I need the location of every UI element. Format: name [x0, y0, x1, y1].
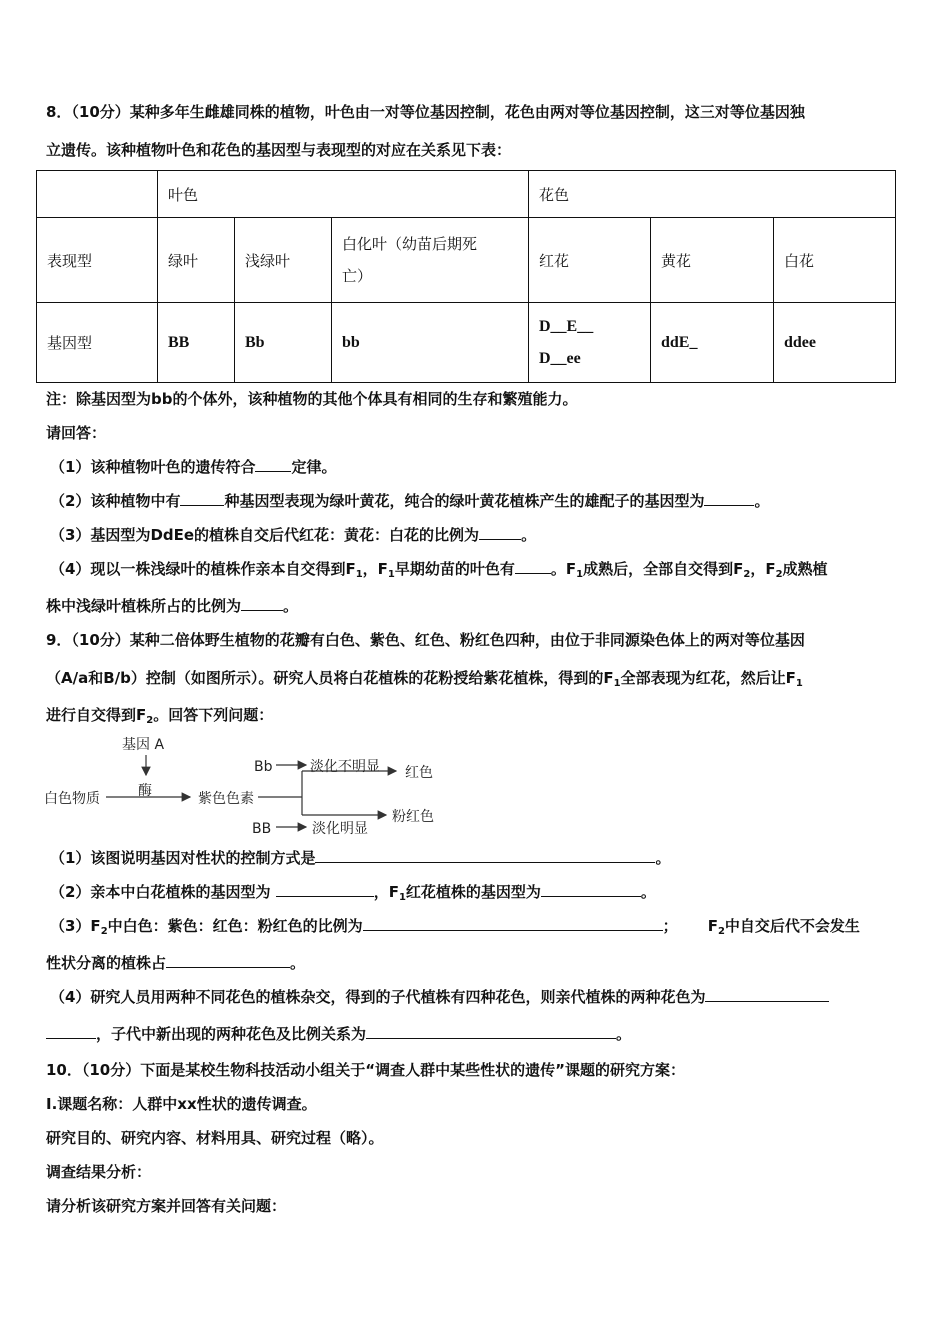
q10-title: I.课题名称：人群中xx性状的遗传调查。: [46, 1095, 317, 1113]
label-enzyme: 酶: [138, 783, 152, 799]
q9-sub4-line2: ，子代中新出现的两种花色及比例关系为 。: [46, 1024, 631, 1044]
q10-stem: 10．（10分）下面是某校生物科技活动小组关于“调查人群中某些性状的遗传”课题的研究方案：: [46, 1061, 685, 1079]
table-corner-cell: [37, 171, 158, 218]
q8-note: 注：除基因型为bb的个体外，该种植物的其他个体具有相同的生存和繁殖能力。: [46, 390, 578, 408]
geno-red: D__E__ D__ee: [529, 303, 651, 383]
pheno-green: 绿叶: [158, 218, 235, 303]
pigment-pathway-diagram: [40, 733, 460, 841]
geno-yellow: ddE_: [651, 303, 774, 383]
geno-bb: bb: [332, 303, 529, 383]
geno-BB: BB: [158, 303, 235, 383]
label-red: 红色: [405, 765, 433, 781]
q8-ask: 请回答：: [46, 424, 107, 442]
label-gene-a: 基因 A: [122, 737, 165, 753]
table-head-leaf: 叶色: [158, 171, 529, 218]
q8-sub4-line1: （4）现以一株浅绿叶的植株作亲本自交得到$F_1$，$F_1$早期幼苗的叶色有 。$F_1$成熟后，全部自交得到$F_2$，$F_2$成熟植: [50, 560, 828, 580]
pheno-light-green: 浅绿叶: [235, 218, 332, 303]
geno-Bb: Bb: [235, 303, 332, 383]
q9-stem-line1: 9．（10分）某种二倍体野生植物的花瓣有白色、紫色、红色、粉红色四种，由位于非同源染色体上的两对等位基因: [46, 631, 805, 649]
q8-sub3: （3）基因型为DdEe的植株自交后代红花：黄花：白花的比例为 。: [50, 526, 537, 544]
pheno-red: 红花: [529, 218, 651, 303]
geno-white: ddee: [774, 303, 896, 383]
q9-sub1: （1）该图说明基因对性状的控制方式是 。: [50, 849, 671, 867]
q9-stem-line3: 进行自交得到$F_2$。回答下列问题：: [46, 706, 274, 726]
q9-sub3-line1: $(3)F_2$中白色：紫色：红色：粉红色的比例为 ； $F_2$中自交后代不会发生: [50, 917, 860, 937]
genotype-phenotype-table: [36, 170, 896, 383]
q8-sub4-line2: 株中浅绿叶植株所占的比例为 。: [46, 597, 299, 615]
q9-sub3-line2: 性状分离的植株占 。: [46, 954, 306, 972]
label-white-substance: 白色物质: [44, 791, 100, 807]
row-label-genotype: 基因型: [37, 303, 158, 383]
row-label-phenotype: 表现型: [37, 218, 158, 303]
q8-sub1: （1）该种植物叶色的遗传符合 定律。: [50, 458, 337, 476]
q10-analysis: 调查结果分析：: [46, 1163, 152, 1181]
pheno-yellow: 黄花: [651, 218, 774, 303]
q8-sub2: （2）该种植物中有 种基因型表现为绿叶黄花，纯合的绿叶黄花植株产生的雄配子的基因型为 。: [50, 492, 770, 510]
label-weak-fade: 淡化不明显: [310, 759, 380, 775]
label-BB: BB: [252, 821, 272, 837]
pheno-albino: 白化叶（幼苗后期死 亡）: [332, 218, 529, 303]
q9-stem-line2: （A/a和B/b）控制（如图所示）。研究人员将白花植株的花粉授给紫花植株，得到的$F_1$全部表现为红花，然后让$F_1$: [46, 669, 803, 689]
table-head-flower: 花色: [529, 171, 896, 218]
label-strong-fade: 淡化明显: [312, 821, 368, 837]
q8-stem-line2: 立遗传。该种植物叶色和花色的基因型与表现型的对应在关系见下表：: [46, 141, 512, 159]
label-Bb: Bb: [254, 759, 273, 775]
pheno-white: 白花: [774, 218, 896, 303]
label-purple-pigment: 紫色色素: [198, 791, 254, 807]
q10-prompt: 请分析该研究方案并回答有关问题：: [46, 1197, 287, 1215]
q9-sub4-line1: （4）研究人员用两种不同花色的植株杂交，得到的子代植株有四种花色，则亲代植株的两种花色为: [50, 987, 829, 1007]
q9-sub2: （2）亲本中白花植株的基因型为 ，$F_1$红花植株的基因型为 。: [50, 883, 656, 903]
q8-stem-line1: 8．（10分）某种多年生雌雄同株的植物，叶色由一对等位基因控制，花色由两对等位基因控制，这三对等位基因独: [46, 103, 805, 121]
label-pink: 粉红色: [392, 809, 434, 825]
q10-purpose: 研究目的、研究内容、材料用具、研究过程（略）。: [46, 1129, 384, 1147]
